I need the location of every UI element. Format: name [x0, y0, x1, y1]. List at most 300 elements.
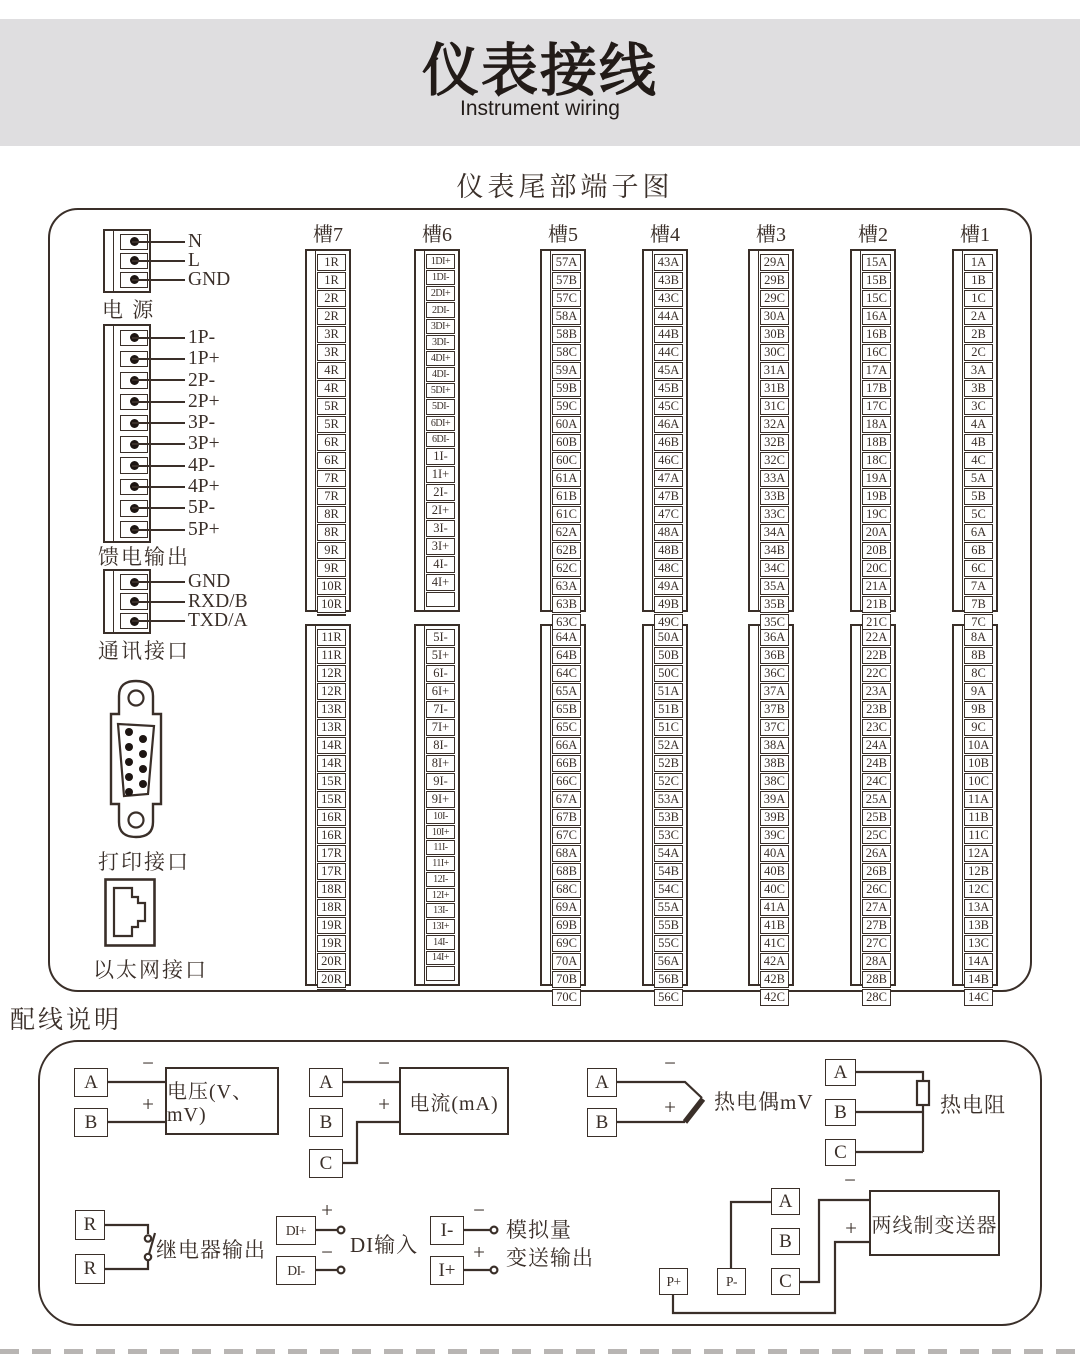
terminal-cell: 1C — [964, 290, 993, 307]
terminal-cell: 69A — [552, 899, 581, 916]
terminal-cell: 61A — [552, 470, 581, 487]
terminal-label: N — [188, 230, 203, 252]
terminal-cell: 13C — [964, 935, 993, 952]
terminal-cell: 4DI+ — [426, 351, 455, 366]
terminal-cell: 31B — [760, 380, 789, 397]
terminal-cell: 7R — [317, 470, 346, 487]
wire — [132, 379, 185, 381]
plus-sign: + — [378, 1092, 390, 1116]
wiring-label: 继电器输出 — [156, 1238, 266, 1262]
terminal-cell: 4R — [317, 362, 346, 379]
terminal-cell: 15C — [862, 290, 891, 307]
terminal-box: A — [771, 1188, 800, 1215]
wiring-examples-box — [38, 1040, 1042, 1326]
terminal-cell: 3B — [964, 380, 993, 397]
terminal-cell: 22B — [862, 647, 891, 664]
plus-sign: + — [142, 1092, 154, 1116]
terminal-cell: 32C — [760, 452, 789, 469]
wire — [132, 601, 185, 603]
terminal-cell: 12C — [964, 881, 993, 898]
terminal-cell: 11R — [317, 629, 346, 646]
terminal-box: R — [75, 1254, 105, 1284]
terminal-cell: 62C — [552, 560, 581, 577]
terminal-cells — [425, 626, 458, 984]
terminal-cell: 15A — [862, 254, 891, 271]
slot-column — [850, 218, 896, 1004]
terminal-cell: 31C — [760, 398, 789, 415]
terminal-cell: 10A — [964, 737, 993, 754]
wire — [132, 422, 185, 424]
wire — [132, 507, 185, 509]
terminal-cell: 5R — [317, 398, 346, 415]
terminal-cell: 10R — [317, 596, 346, 613]
minus-sign: − — [664, 1051, 676, 1075]
terminal-block — [414, 249, 460, 612]
terminal-cell: 12A — [964, 845, 993, 862]
terminal-cell: 40B — [760, 863, 789, 880]
terminal-block-gutter — [750, 626, 759, 984]
terminal-cell: 5DI- — [426, 399, 455, 414]
terminal-cells — [551, 626, 584, 1004]
terminal-cell: 25C — [862, 827, 891, 844]
terminal-cell: 32B — [760, 434, 789, 451]
terminal-cell: 18B — [862, 434, 891, 451]
terminal-cell: 54A — [654, 845, 683, 862]
terminal-cell: 20R — [317, 971, 346, 988]
terminal-cell: 8A — [964, 629, 993, 646]
terminal-cell: 8R — [317, 524, 346, 541]
terminal-cell: 13A — [964, 899, 993, 916]
terminal-cell: 19R — [317, 935, 346, 952]
terminal-cell: 68C — [552, 881, 581, 898]
wiring-label: DI输入 — [350, 1233, 419, 1257]
terminal-cell: 5DI+ — [426, 383, 455, 398]
terminal-cell: 4R — [317, 380, 346, 397]
feed-caption: 馈电输出 — [98, 545, 190, 569]
terminal-label: 5P- — [188, 497, 216, 519]
terminal-cell: 33C — [760, 506, 789, 523]
terminal-cell: 56A — [654, 953, 683, 970]
terminal-cell: 62B — [552, 542, 581, 559]
minus-sign: − — [473, 1198, 485, 1222]
terminal-cell: 21B — [862, 596, 891, 613]
terminal-box: B — [825, 1099, 856, 1126]
terminal-cell: 10I- — [426, 809, 455, 824]
terminal-cell: 22A — [862, 629, 891, 646]
minus-sign: − — [321, 1240, 333, 1264]
terminal-cell: 1R — [317, 254, 346, 271]
terminal-cell: 4I- — [426, 556, 455, 573]
terminal-cell: 2I- — [426, 484, 455, 501]
terminal-diagram-box — [48, 208, 1032, 1004]
terminal-cell: 26C — [862, 881, 891, 898]
ethernet-caption: 以太网接口 — [93, 958, 208, 982]
terminal-cell: 42A — [760, 953, 789, 970]
terminal-cell: 65A — [552, 683, 581, 700]
terminal-cell: 6B — [964, 542, 993, 559]
terminal-block-gutter — [542, 251, 551, 610]
terminal-box: A — [74, 1068, 108, 1097]
terminal-cell: 5I- — [426, 629, 455, 646]
terminal-cell: 16A — [862, 308, 891, 325]
terminal-cell: 40C — [760, 881, 789, 898]
terminal-cell: 27B — [862, 917, 891, 934]
terminal-cell: 49A — [654, 578, 683, 595]
terminal-cell: 13R — [317, 719, 346, 736]
terminal-cell: 11R — [317, 647, 346, 664]
terminal-cell: 3DI+ — [426, 319, 455, 334]
terminal-diagram-heading: 仪表尾部端子图 — [456, 172, 674, 202]
terminal-cell: 45C — [654, 398, 683, 415]
terminal-cell: 2DI- — [426, 302, 455, 317]
terminal-cell: 7A — [964, 578, 993, 595]
terminal-cell: 70B — [552, 971, 581, 988]
terminal-block — [642, 249, 688, 629]
terminal-cell: 14A — [964, 953, 993, 970]
terminal-label: 2P+ — [188, 390, 220, 412]
terminal-cells — [963, 626, 996, 1004]
terminal-cell: 64A — [552, 629, 581, 646]
slot-column — [952, 218, 998, 1004]
terminal-cell: 46A — [654, 416, 683, 433]
terminal-block — [540, 624, 586, 1004]
terminal-cell: 5R — [317, 416, 346, 433]
slot-title: 槽6 — [422, 224, 452, 246]
terminal-cell: 70C — [552, 989, 581, 1006]
terminal-cell: 14R — [317, 755, 346, 772]
terminal-cell: 55C — [654, 935, 683, 952]
terminal-cell: 1I- — [426, 448, 455, 465]
terminal-cell: 46C — [654, 452, 683, 469]
terminal-cell: 15R — [317, 773, 346, 790]
terminal-cell: 14B — [964, 971, 993, 988]
terminal-cell: 12R — [317, 683, 346, 700]
terminal-cell: 55A — [654, 899, 683, 916]
terminal-label: L — [188, 249, 200, 271]
terminal-cell: 58B — [552, 326, 581, 343]
terminal-cell: 7I- — [426, 701, 455, 718]
terminal-block — [952, 624, 998, 1004]
terminal-label: 2P- — [188, 369, 216, 391]
terminal-cell: 21A — [862, 578, 891, 595]
slot-title: 槽1 — [960, 224, 990, 246]
slot-title: 槽4 — [650, 224, 680, 246]
page-subtitle: Instrument wiring — [460, 97, 620, 120]
terminal-cell: 25B — [862, 809, 891, 826]
terminal-box: B — [587, 1108, 617, 1137]
terminal-cell: 23A — [862, 683, 891, 700]
terminal-cells — [861, 626, 894, 1004]
terminal-cell: 38C — [760, 773, 789, 790]
terminal-cell: 8C — [964, 665, 993, 682]
terminal-cell: 19B — [862, 488, 891, 505]
terminal-cell: 59A — [552, 362, 581, 379]
terminal-box: DI- — [276, 1256, 316, 1285]
terminal-cell: 4A — [964, 416, 993, 433]
terminal-cell: 48A — [654, 524, 683, 541]
comm-caption: 通讯接口 — [98, 639, 190, 663]
terminal-cell: 17R — [317, 845, 346, 862]
terminal-cell: 30B — [760, 326, 789, 343]
terminal-cell: 17A — [862, 362, 891, 379]
wire — [132, 443, 185, 445]
terminal-cell: 2C — [964, 344, 993, 361]
terminal-cell: 12I- — [426, 872, 455, 887]
terminal-cell: 42B — [760, 971, 789, 988]
wiring-heading: 配线说明 — [10, 1007, 123, 1034]
terminal-block-gutter — [954, 626, 963, 984]
terminal-cell: 2A — [964, 308, 993, 325]
terminal-cell: 18R — [317, 881, 346, 898]
terminal-cell: 3I+ — [426, 538, 455, 555]
terminal-cell: 16C — [862, 344, 891, 361]
terminal-cell: 61C — [552, 506, 581, 523]
terminal-cell: 49C — [654, 614, 683, 631]
terminal-box: B — [74, 1108, 108, 1137]
wire — [132, 529, 185, 531]
terminal-cell: 6C — [964, 560, 993, 577]
terminal-cell: 44A — [654, 308, 683, 325]
terminal-cell: 4B — [964, 434, 993, 451]
terminal-cell: 63B — [552, 596, 581, 613]
terminal-cell: 13I- — [426, 903, 455, 918]
terminal-cell: 41B — [760, 917, 789, 934]
terminal-cell: 35A — [760, 578, 789, 595]
terminal-cell: 42C — [760, 989, 789, 1006]
terminal-cell — [426, 592, 455, 607]
terminal-cell: 6R — [317, 434, 346, 451]
terminal-cell: 61B — [552, 488, 581, 505]
terminal-cell: 48B — [654, 542, 683, 559]
terminal-cell: 66B — [552, 755, 581, 772]
terminal-cell: 9R — [317, 560, 346, 577]
terminal-cell: 20A — [862, 524, 891, 541]
terminal-cell: 38B — [760, 755, 789, 772]
terminal-cell: 58C — [552, 344, 581, 361]
terminal-cell: 30C — [760, 344, 789, 361]
terminal-cell: 20B — [862, 542, 891, 559]
terminal-label: RXD/B — [188, 590, 248, 612]
terminal-cell: 10I+ — [426, 825, 455, 840]
terminal-cell: 17C — [862, 398, 891, 415]
terminal-cell: 6I- — [426, 665, 455, 682]
terminal-cell: 14C — [964, 989, 993, 1006]
terminal-cell: 62A — [552, 524, 581, 541]
terminal-cell: 24B — [862, 755, 891, 772]
terminal-cell: 53C — [654, 827, 683, 844]
terminal-cell: 59C — [552, 398, 581, 415]
terminal-cell: 40A — [760, 845, 789, 862]
terminal-cell: 28A — [862, 953, 891, 970]
terminal-cells — [861, 251, 894, 629]
terminal-cell: 11C — [964, 827, 993, 844]
terminal-cell: 1DI- — [426, 270, 455, 285]
terminal-cell: 11I+ — [426, 856, 455, 871]
slot-column — [748, 218, 794, 1004]
terminal-cell: 18R — [317, 899, 346, 916]
terminal-box: P+ — [659, 1268, 688, 1295]
wiring-label: 模拟量 — [506, 1218, 572, 1242]
plus-sign: + — [321, 1198, 333, 1222]
terminal-cell: 37C — [760, 719, 789, 736]
terminal-cell: 8R — [317, 506, 346, 523]
terminal-cell — [317, 614, 346, 616]
terminal-cell: 41C — [760, 935, 789, 952]
terminal-cell: 3C — [964, 398, 993, 415]
terminal-block — [748, 249, 794, 629]
terminal-cell: 10C — [964, 773, 993, 790]
terminal-cell: 49B — [654, 596, 683, 613]
terminal-block — [414, 624, 460, 986]
terminal-box: I- — [430, 1216, 464, 1245]
terminal-box: C — [825, 1139, 856, 1166]
terminal-cell: 13R — [317, 701, 346, 718]
terminal-box: C — [309, 1149, 343, 1178]
plus-sign: + — [473, 1240, 485, 1264]
terminal-cell: 44B — [654, 326, 683, 343]
terminal-cell: 29C — [760, 290, 789, 307]
terminal-cell: 9R — [317, 542, 346, 559]
terminal-cell: 9I+ — [426, 791, 455, 808]
terminal-cell: 65C — [552, 719, 581, 736]
terminal-cell: 30A — [760, 308, 789, 325]
terminal-cell: 33A — [760, 470, 789, 487]
terminal-cell: 4C — [964, 452, 993, 469]
terminal-cell: 64B — [552, 647, 581, 664]
terminal-cell: 33B — [760, 488, 789, 505]
terminal-cell: 36C — [760, 665, 789, 682]
slot-title: 槽7 — [313, 224, 343, 246]
terminal-box: A — [587, 1068, 617, 1097]
terminal-block — [305, 624, 351, 986]
terminal-cell: 63A — [552, 578, 581, 595]
terminal-cell: 58A — [552, 308, 581, 325]
terminal-cell: 35C — [760, 614, 789, 631]
terminal-cell: 2R — [317, 290, 346, 307]
slot-title: 槽5 — [548, 224, 578, 246]
device-box: 电压(V、mV) — [165, 1067, 279, 1135]
terminal-cell: 18A — [862, 416, 891, 433]
wire — [132, 337, 185, 339]
terminal-cell: 66A — [552, 737, 581, 754]
terminal-cell: 37A — [760, 683, 789, 700]
terminal-block-gutter — [307, 626, 316, 984]
terminal-cell: 2B — [964, 326, 993, 343]
terminal-cell: 44C — [654, 344, 683, 361]
terminal-cell: 34A — [760, 524, 789, 541]
terminal-label: 5P+ — [188, 518, 220, 540]
slot-column — [540, 218, 586, 1004]
terminal-cell: 17R — [317, 863, 346, 880]
plus-sign: + — [664, 1095, 676, 1119]
terminal-cell: 39B — [760, 809, 789, 826]
terminal-cell: 12B — [964, 863, 993, 880]
terminal-cell: 4I+ — [426, 574, 455, 591]
wiring-label: 热电偶mV — [714, 1090, 814, 1114]
terminal-cell: 50A — [654, 629, 683, 646]
terminal-cell: 5A — [964, 470, 993, 487]
terminal-cell: 67A — [552, 791, 581, 808]
terminal-cell: 9A — [964, 683, 993, 700]
terminal-block-gutter — [644, 251, 653, 610]
terminal-cell: 55B — [654, 917, 683, 934]
terminal-cell: 3R — [317, 344, 346, 361]
terminal-cell: 34C — [760, 560, 789, 577]
terminal-cell: 52C — [654, 773, 683, 790]
terminal-cell: 37B — [760, 701, 789, 718]
terminal-block-gutter — [542, 626, 551, 984]
terminal-cell: 7I+ — [426, 719, 455, 736]
terminal-cell: 57A — [552, 254, 581, 271]
wire — [132, 465, 185, 467]
terminal-cell: 18C — [862, 452, 891, 469]
terminal-box: B — [309, 1108, 343, 1137]
terminal-cell — [317, 989, 346, 991]
terminal-cell: 3DI- — [426, 335, 455, 350]
terminal-cell: 50B — [654, 647, 683, 664]
terminal-cell: 69C — [552, 935, 581, 952]
terminal-cell: 17B — [862, 380, 891, 397]
terminal-cell: 24A — [862, 737, 891, 754]
terminal-label: TXD/A — [188, 610, 248, 631]
terminal-cell: 2R — [317, 308, 346, 325]
terminal-cell: 51C — [654, 719, 683, 736]
terminal-cell: 43B — [654, 272, 683, 289]
terminal-cell: 47B — [654, 488, 683, 505]
terminal-label: 1P- — [188, 326, 216, 348]
terminal-box: R — [75, 1210, 105, 1240]
terminal-cell: 54B — [654, 863, 683, 880]
terminal-block-gutter — [416, 251, 425, 610]
terminal-cell: 53A — [654, 791, 683, 808]
terminal-cell: 7B — [964, 596, 993, 613]
terminal-label: GND — [188, 571, 231, 592]
wire — [132, 581, 185, 583]
terminal-label: 4P+ — [188, 475, 220, 497]
terminal-cell: 43C — [654, 290, 683, 307]
terminal-cell: 26A — [862, 845, 891, 862]
terminal-cells — [316, 251, 349, 610]
terminal-cell: 21C — [862, 614, 891, 631]
terminal-cell: 47A — [654, 470, 683, 487]
terminal-cell: 46B — [654, 434, 683, 451]
minus-sign: − — [142, 1051, 154, 1075]
terminal-cell: 14R — [317, 737, 346, 754]
terminal-cell: 16R — [317, 809, 346, 826]
terminal-cell: 3R — [317, 326, 346, 343]
terminal-block — [540, 249, 586, 629]
terminal-cell: 45A — [654, 362, 683, 379]
terminal-cell: 34B — [760, 542, 789, 559]
wiring-label: 变送输出 — [506, 1246, 594, 1270]
terminal-label: 1P+ — [188, 348, 220, 370]
terminal-cell: 64C — [552, 665, 581, 682]
terminal-cell: 56B — [654, 971, 683, 988]
terminal-cell: 6A — [964, 524, 993, 541]
terminal-label: 3P- — [188, 412, 216, 434]
terminal-cell: 8I+ — [426, 755, 455, 772]
terminal-cell: 39C — [760, 827, 789, 844]
wire — [132, 486, 185, 488]
wire — [132, 279, 185, 281]
terminal-cell: 2I+ — [426, 502, 455, 519]
terminal-cell: 70A — [552, 953, 581, 970]
terminal-box: B — [771, 1228, 800, 1255]
terminal-cell: 48C — [654, 560, 683, 577]
terminal-cell: 52B — [654, 755, 683, 772]
terminal-cell: 28B — [862, 971, 891, 988]
terminal-cell: 63C — [552, 614, 581, 631]
